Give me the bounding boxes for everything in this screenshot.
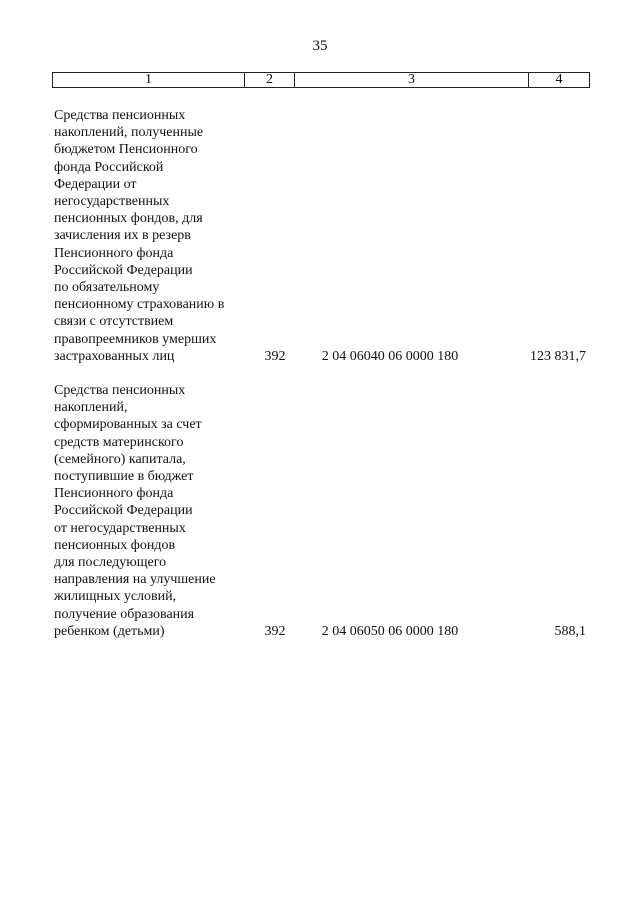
column-header-2: 2	[245, 73, 295, 87]
table-row	[0, 107, 640, 365]
row-admin-code: 392	[264, 348, 286, 364]
page-number: 35	[312, 38, 328, 54]
table-row	[0, 382, 640, 640]
column-header-3: 3	[295, 73, 529, 87]
row-amount: 123 831,7	[530, 348, 586, 364]
row-budget-code: 2 04 06040 06 0000 180	[321, 348, 459, 364]
column-header-1: 1	[53, 73, 245, 87]
row-description: Средства пенсионных накоплений, сформированных за счет средств материнского (семейного) капитала, поступившие в бюджет Пенсионного фонда Российской Федерации от негосударственных пенсионных фондов для последующего направления на улучшение жилищных условий, получение образования ребенком (детьми)	[54, 383, 216, 639]
row-amount: 588,1	[554, 623, 586, 639]
table-header-row	[52, 72, 590, 88]
column-header-4: 4	[555, 72, 563, 87]
row-admin-code: 392	[264, 623, 286, 639]
row-description: Средства пенсионных накоплений, полученные бюджетом Пенсионного фонда Российской Федерации от негосударственных пенсионных фондов, для зачисления их в резерв Пенсионного фонда Российской Федерации по обязательному пенсионному страхованию в связи с отсутствием правопреемников умерших застрахованных лиц	[54, 108, 225, 364]
row-budget-code: 2 04 06050 06 0000 180	[321, 623, 459, 639]
